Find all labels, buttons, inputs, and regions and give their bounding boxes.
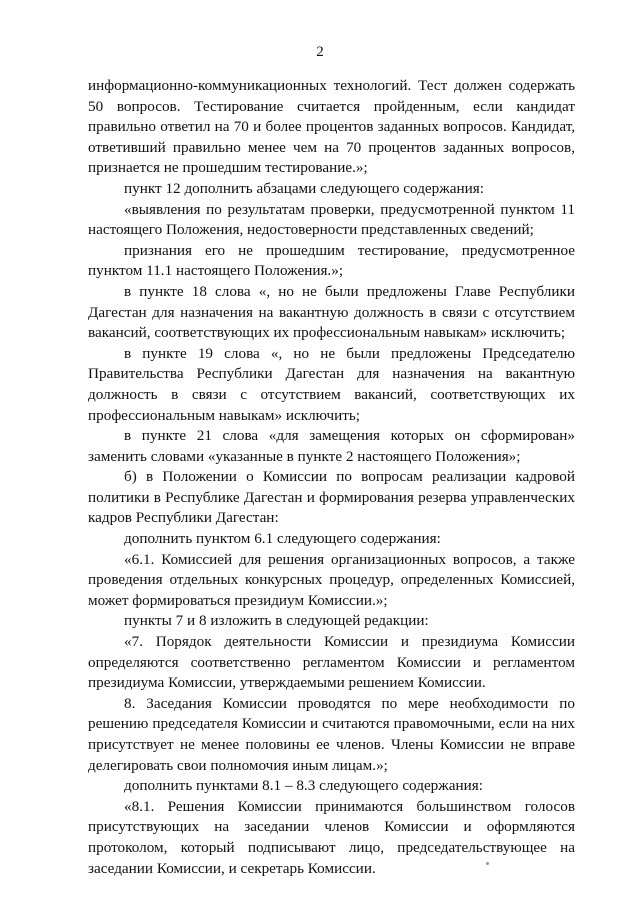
document-body — [88, 76, 575, 879]
paragraph: «6.1. Комиссией для решения организационных вопросов, а также проведения отдельных конкурсных процедур, определенных Комиссией, может формироваться президиум Комиссии.»; — [88, 550, 575, 609]
paragraph: в пункте 21 слова «для замещения которых он сформирован» заменить словами «указанные в пункте 2 настоящего Положения»; — [88, 427, 575, 465]
paragraph: пункт 12 дополнить абзацами следующего содержания: — [124, 179, 484, 197]
paragraph: признания его не прошедшим тестирование, предусмотренное пунктом 11.1 настоящего Положения.»; — [88, 241, 575, 280]
paragraph: информационно-коммуникационных технологий. Тест должен содержать 50 вопросов. Тестирование считается пройденным, если кандидат правильно ответил на 70 и более процентов заданных вопросов. Кандидат, ответивший правильно менее чем на 70 процентов заданных вопросов, признается не прошедшим тестирование.»; — [88, 77, 575, 177]
page-number: 2 — [316, 44, 324, 60]
paragraph: б) в Положении о Комиссии по вопросам реализации кадровой политики в Республике Дагестан и формирования резерва управленческих кадров Республики Дагестан: — [88, 468, 575, 527]
paragraph: в пункте 18 слова «, но не были предложены Главе Республики Дагестан для назначения на вакантную должность в связи с отсутствием вакансий, соответствующих их профессиональным навыкам» исключить; — [88, 282, 575, 342]
paragraph: «7. Порядок деятельности Комиссии и президиума Комиссии определяются соответственно регламентом Комиссии и регламентом президиума Комиссии, утверждаемыми решением Комиссии. — [88, 633, 575, 692]
paragraph: 8. Заседания Комиссии проводятся по мере необходимости по решению председателя Комиссии и считаются правомочными, если на них присутствует не менее половины ее членов. Члены Комиссии не вправе делегировать свои полномочия иным лицам.»; — [88, 694, 575, 774]
paragraph: дополнить пунктом 6.1 следующего содержания: — [124, 530, 441, 548]
paragraph: «выявления по результатам проверки, предусмотренной пунктом 11 настоящего Положения, недостоверности представленных сведений; — [88, 200, 575, 239]
paragraph: дополнить пунктами 8.1 – 8.3 следующего содержания: — [124, 777, 483, 795]
paragraph: пункты 7 и 8 изложить в следующей редакции: — [124, 612, 429, 630]
paragraph: в пункте 19 слова «, но не были предложены Председателю Правительства Республики Дагестан для назначения на вакантную должность в связи с отсутствием вакансий, соответствующих их профессиональным навыкам» исключить; — [88, 344, 575, 424]
paragraph: «8.1. Решения Комиссии принимаются большинством голосов присутствующих на заседании членов Комиссии и оформляются протоколом, который подписывают лицо, председательствующее на заседании Комиссии, и секретарь Комиссии. — [88, 797, 575, 877]
scan-speck — [486, 862, 489, 865]
